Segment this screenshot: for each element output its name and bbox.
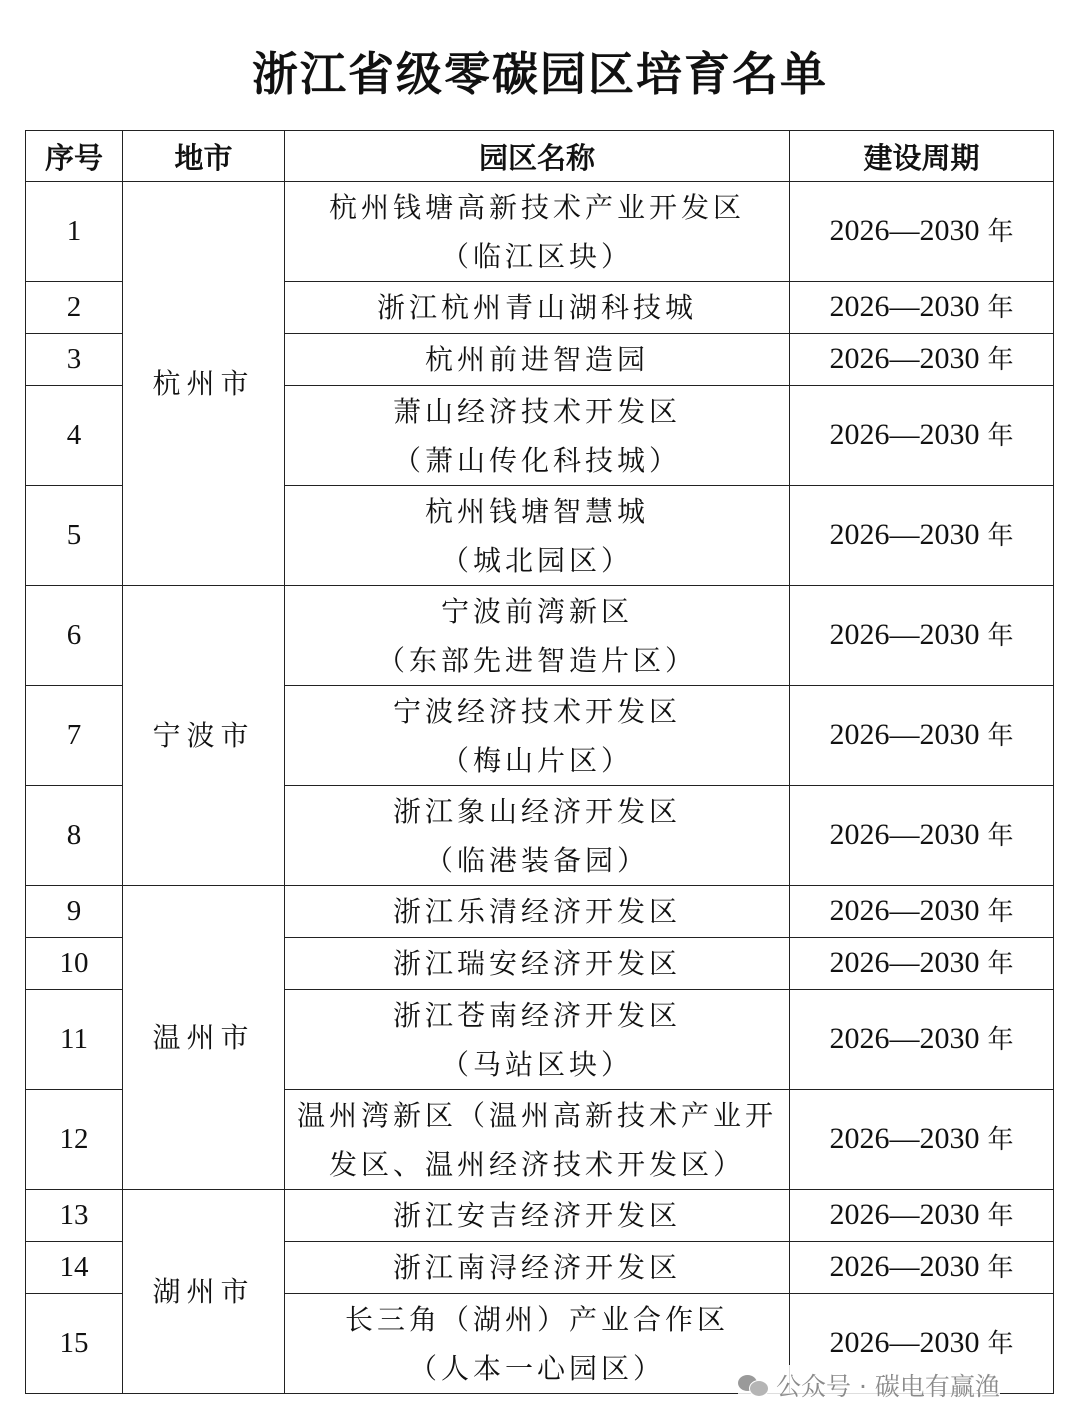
park-name-line: 浙江杭州青山湖科技城 (376, 291, 697, 324)
table-header-row (26, 131, 1054, 182)
period-unit: 年 (987, 949, 1014, 979)
cell-park-name (285, 886, 790, 938)
park-name-line: 杭州钱塘高新技术产业开发区 (328, 190, 745, 224)
park-name-line: 浙江乐清经济开发区 (392, 895, 681, 928)
period-unit: 年 (987, 897, 1014, 927)
cell-period (790, 1242, 1054, 1294)
period-unit: 年 (987, 421, 1014, 451)
period-unit: 年 (987, 821, 1014, 851)
cell-index: 10 (26, 938, 123, 990)
header-index: 序号 (26, 131, 123, 182)
table-row (26, 1190, 1054, 1242)
cell-index: 1 (26, 182, 123, 282)
cell-park-name (285, 938, 790, 990)
park-name-line: 浙江安吉经济开发区 (392, 1199, 681, 1232)
park-name-line: 萧山经济技术开发区 (392, 394, 681, 428)
period-range: 2026—2030 (829, 214, 980, 247)
cell-period (790, 938, 1054, 990)
cell-period (790, 586, 1054, 686)
cell-period (790, 182, 1054, 282)
cell-index: 13 (26, 1190, 123, 1242)
cell-park-name (285, 990, 790, 1090)
park-name-line: 宁波经济技术开发区 (392, 694, 681, 728)
cell-park-name (285, 1090, 790, 1190)
period-unit: 年 (987, 217, 1014, 247)
cell-index: 4 (26, 386, 123, 486)
park-name-line: 发区、温州经济技术开发区） (328, 1147, 745, 1181)
cell-period (790, 1190, 1054, 1242)
period-range: 2026—2030 (829, 1022, 980, 1055)
period-unit: 年 (987, 1253, 1014, 1283)
park-name-line: （临港装备园） (424, 843, 649, 877)
park-name-line: 杭州前进智造园 (424, 343, 649, 376)
cell-park-name (285, 786, 790, 886)
period-range: 2026—2030 (829, 1198, 980, 1231)
period-range: 2026—2030 (829, 290, 980, 323)
cell-park-name (285, 282, 790, 334)
cell-period (790, 686, 1054, 786)
park-name-line: 浙江瑞安经济开发区 (392, 947, 681, 980)
cell-park-name (285, 586, 790, 686)
park-name-line: 杭州钱塘智慧城 (424, 494, 649, 528)
header-park: 园区名称 (285, 131, 790, 182)
park-name-line: （萧山传化科技城） (392, 443, 681, 477)
period-range: 2026—2030 (829, 342, 980, 375)
cell-index: 7 (26, 686, 123, 786)
cell-index: 14 (26, 1242, 123, 1294)
cell-period (790, 990, 1054, 1090)
park-name-line: （人本一心园区） (408, 1351, 665, 1385)
cell-park-name (285, 1242, 790, 1294)
period-unit: 年 (987, 1329, 1014, 1359)
cell-park-name (285, 386, 790, 486)
period-range: 2026—2030 (829, 718, 980, 751)
park-name-line: （临江区块） (440, 239, 633, 273)
period-range: 2026—2030 (829, 618, 980, 651)
table-row (26, 182, 1054, 282)
cell-park-name (285, 686, 790, 786)
period-range: 2026—2030 (829, 894, 980, 927)
table-row (26, 886, 1054, 938)
cell-period (790, 486, 1054, 586)
cell-city: 宁波市 (123, 586, 285, 886)
cell-park-name (285, 182, 790, 282)
cell-period (790, 786, 1054, 886)
wechat-icon (738, 1373, 768, 1397)
cell-city: 湖州市 (123, 1190, 285, 1394)
period-range: 2026—2030 (829, 818, 980, 851)
watermark (738, 1365, 1000, 1405)
cell-park-name (285, 1190, 790, 1242)
period-unit: 年 (987, 293, 1014, 323)
park-name-line: （梅山片区） (440, 743, 633, 777)
watermark-text: 公众号 · 碳电有赢渔 (776, 1372, 1000, 1401)
cell-index: 12 (26, 1090, 123, 1190)
period-range: 2026—2030 (829, 946, 980, 979)
cell-index: 2 (26, 282, 123, 334)
page-title: 浙江省级零碳园区培育名单 (252, 47, 828, 101)
cell-index: 3 (26, 334, 123, 386)
park-name-line: （城北园区） (440, 543, 633, 577)
period-range: 2026—2030 (829, 1326, 980, 1359)
period-unit: 年 (987, 721, 1014, 751)
cell-index: 15 (26, 1294, 123, 1394)
period-range: 2026—2030 (829, 518, 980, 551)
cell-period (790, 1090, 1054, 1190)
period-range: 2026—2030 (829, 1250, 980, 1283)
cell-park-name (285, 486, 790, 586)
park-name-line: （东部先进智造片区） (376, 643, 697, 677)
period-unit: 年 (987, 1201, 1014, 1231)
cell-park-name (285, 1294, 790, 1394)
park-name-line: 温州湾新区（温州高新技术产业开 (296, 1098, 777, 1132)
cell-period (790, 334, 1054, 386)
header-city: 地市 (123, 131, 285, 182)
period-unit: 年 (987, 1025, 1014, 1055)
park-list-table (25, 130, 1054, 1394)
header-period: 建设周期 (790, 131, 1054, 182)
cell-period (790, 886, 1054, 938)
cell-index: 6 (26, 586, 123, 686)
park-name-line: 浙江南浔经济开发区 (392, 1251, 681, 1284)
park-name-line: 长三角（湖州）产业合作区 (344, 1302, 729, 1336)
cell-city: 温州市 (123, 886, 285, 1190)
park-name-line: 宁波前湾新区 (440, 594, 633, 628)
period-unit: 年 (987, 1125, 1014, 1155)
cell-city: 杭州市 (123, 182, 285, 586)
cell-park-name (285, 334, 790, 386)
park-name-line: 浙江象山经济开发区 (392, 794, 681, 828)
park-name-line: 浙江苍南经济开发区 (392, 998, 681, 1032)
period-unit: 年 (987, 621, 1014, 651)
period-range: 2026—2030 (829, 418, 980, 451)
cell-period (790, 386, 1054, 486)
cell-index: 11 (26, 990, 123, 1090)
cell-index: 9 (26, 886, 123, 938)
park-name-line: （马站区块） (440, 1047, 633, 1081)
period-unit: 年 (987, 345, 1014, 375)
cell-period (790, 282, 1054, 334)
period-range: 2026—2030 (829, 1122, 980, 1155)
period-unit: 年 (987, 521, 1014, 551)
table-row (26, 586, 1054, 686)
cell-index: 5 (26, 486, 123, 586)
cell-index: 8 (26, 786, 123, 886)
